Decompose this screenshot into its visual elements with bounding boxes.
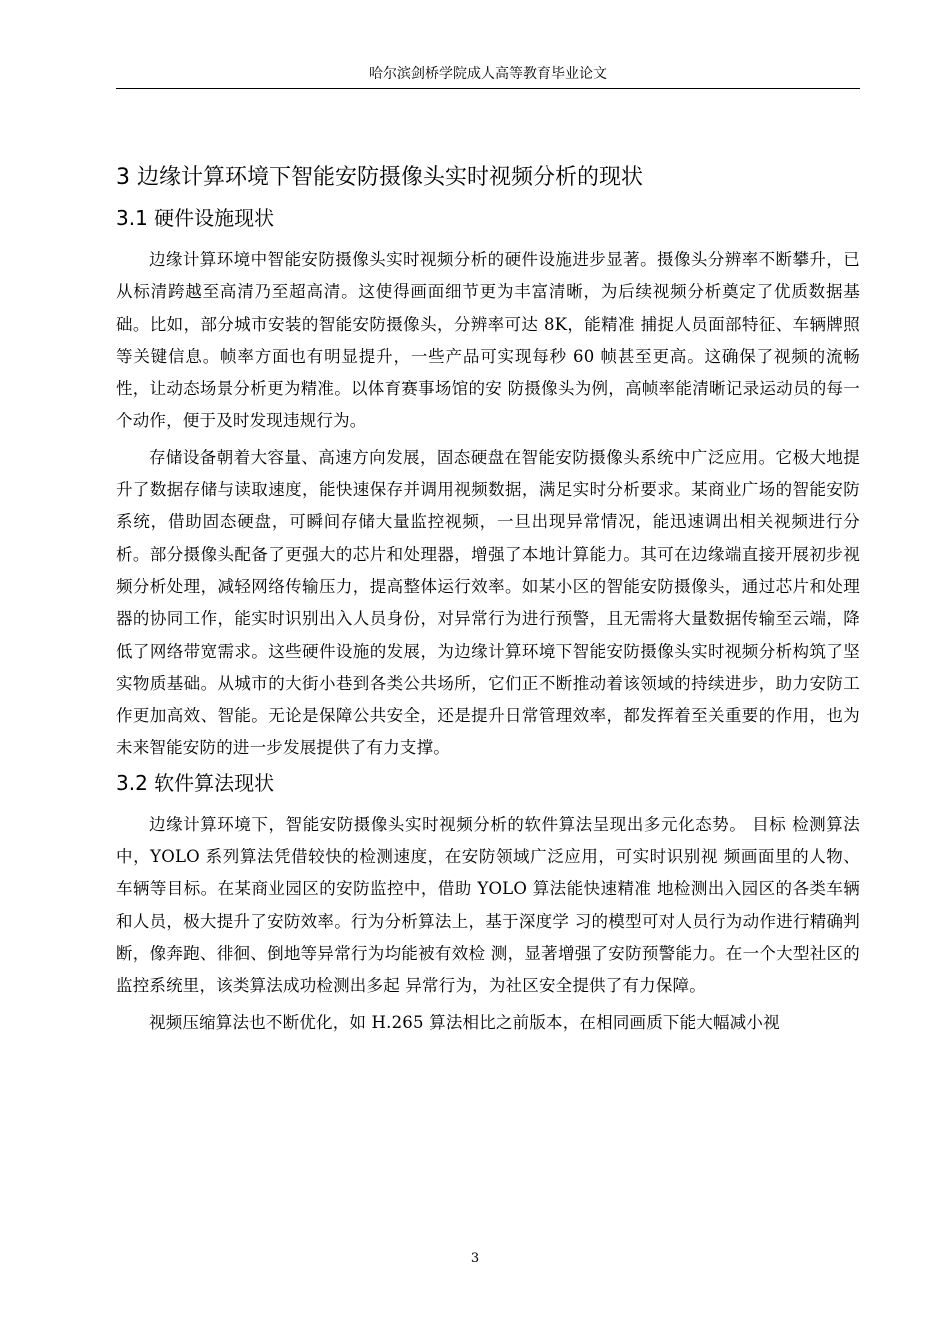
- paragraph-hardware-1: 边缘计算环境中智能安防摄像头实时视频分析的硬件设施进步显著。摄像头分辨率不断攀升，已从标清跨越至高清乃至超高清。这使得画面细节更为丰富清晰，为后续视频分析奠定了优质数据基础。比如，部分城市安装的智能安防摄像头，分辨率可达 8K，能精准 捕捉人员面部特征、车辆牌照等关键信息。帧率方面也有明显提升，一些产品可实现每秒 60 帧甚至更高。这确保了视频的流畅性，让动态场景分析更为精准。以体育赛事场馆的安 防摄像头为例，高帧率能清晰记录运动员的每一个动作，便于及时发现违规行为。: [116, 250, 860, 431]
- chapter-title: 3 边缘计算环境下智能安防摄像头实时视频分析的现状: [116, 165, 643, 190]
- running-header: 哈尔滨剑桥学院成人高等教育毕业论文: [369, 66, 607, 82]
- header-divider: [116, 88, 860, 89]
- section-title-hardware: 3.1 硬件设施现状: [116, 206, 275, 230]
- paragraph-hardware-2: 存储设备朝着大容量、高速方向发展，固态硬盘在智能安防摄像头系统中广泛应用。它极大地提升了数据存储与读取速度，能快速保存并调用视频数据，满足实时分析要求。某商业广场的智能安防系统，借助固态硬盘，可瞬间存储大量监控视频，一旦出现异常情况，能迅速调出相关视频进行分析。部分摄像头配备了更强大的芯片和处理器，增强了本地计算能力。其可在边缘端直接开展初步视频分析处理，减轻网络传输压力，提高整体运行效率。如某小区的智能安防摄像头，通过芯片和处理器的协同工作，能实时识别出入人员身份，对异常行为进行预警，且无需将大量数据传输至云端，降低了网络带宽需求。这些硬件设施的发展，为边缘计算环境下智能安防摄像头实时视频分析构筑了坚实物质基础。从城市的大街小巷到各类公共场所，它们正不断推动着该领域的持续进步，助力安防工作更加高效、智能。无论是保障公共安全，还是提升日常管理效率，都发挥着至关重要的作用，也为未来智能安防的进一步发展提供了有力支撑。: [116, 447, 860, 758]
- page-number: 3: [470, 1251, 480, 1266]
- paragraph-software-2: 视频压缩算法也不断优化，如 H.265 算法相比之前版本，在相同画质下能大幅减小视: [149, 1012, 780, 1032]
- section-title-software: 3.2 软件算法现状: [116, 770, 275, 795]
- page-body: [116, 158, 860, 1039]
- paragraph-software-1: 边缘计算环境下，智能安防摄像头实时视频分析的软件算法呈现出多元化态势。 目标 检测算法中，YOLO 系列算法凭借较快的检测速度，在安防领域广泛应用，可实时识别视 频画面里的人物、车辆等目标。在某商业园区的安防监控中，借助 YOLO 算法能快速精准 地检测出入园区的各类车辆和人员，极大提升了安防效率。行为分析算法上，基于深度学 习的模型可对人员行为动作进行精确判断，像奔跑、徘徊、倒地等异常行为均能被有效检 测，显著增强了安防预警能力。在一个大型社区的监控系统里，该类算法成功检测出多起 异常行为，为社区安全提供了有力保障。: [116, 814, 860, 996]
